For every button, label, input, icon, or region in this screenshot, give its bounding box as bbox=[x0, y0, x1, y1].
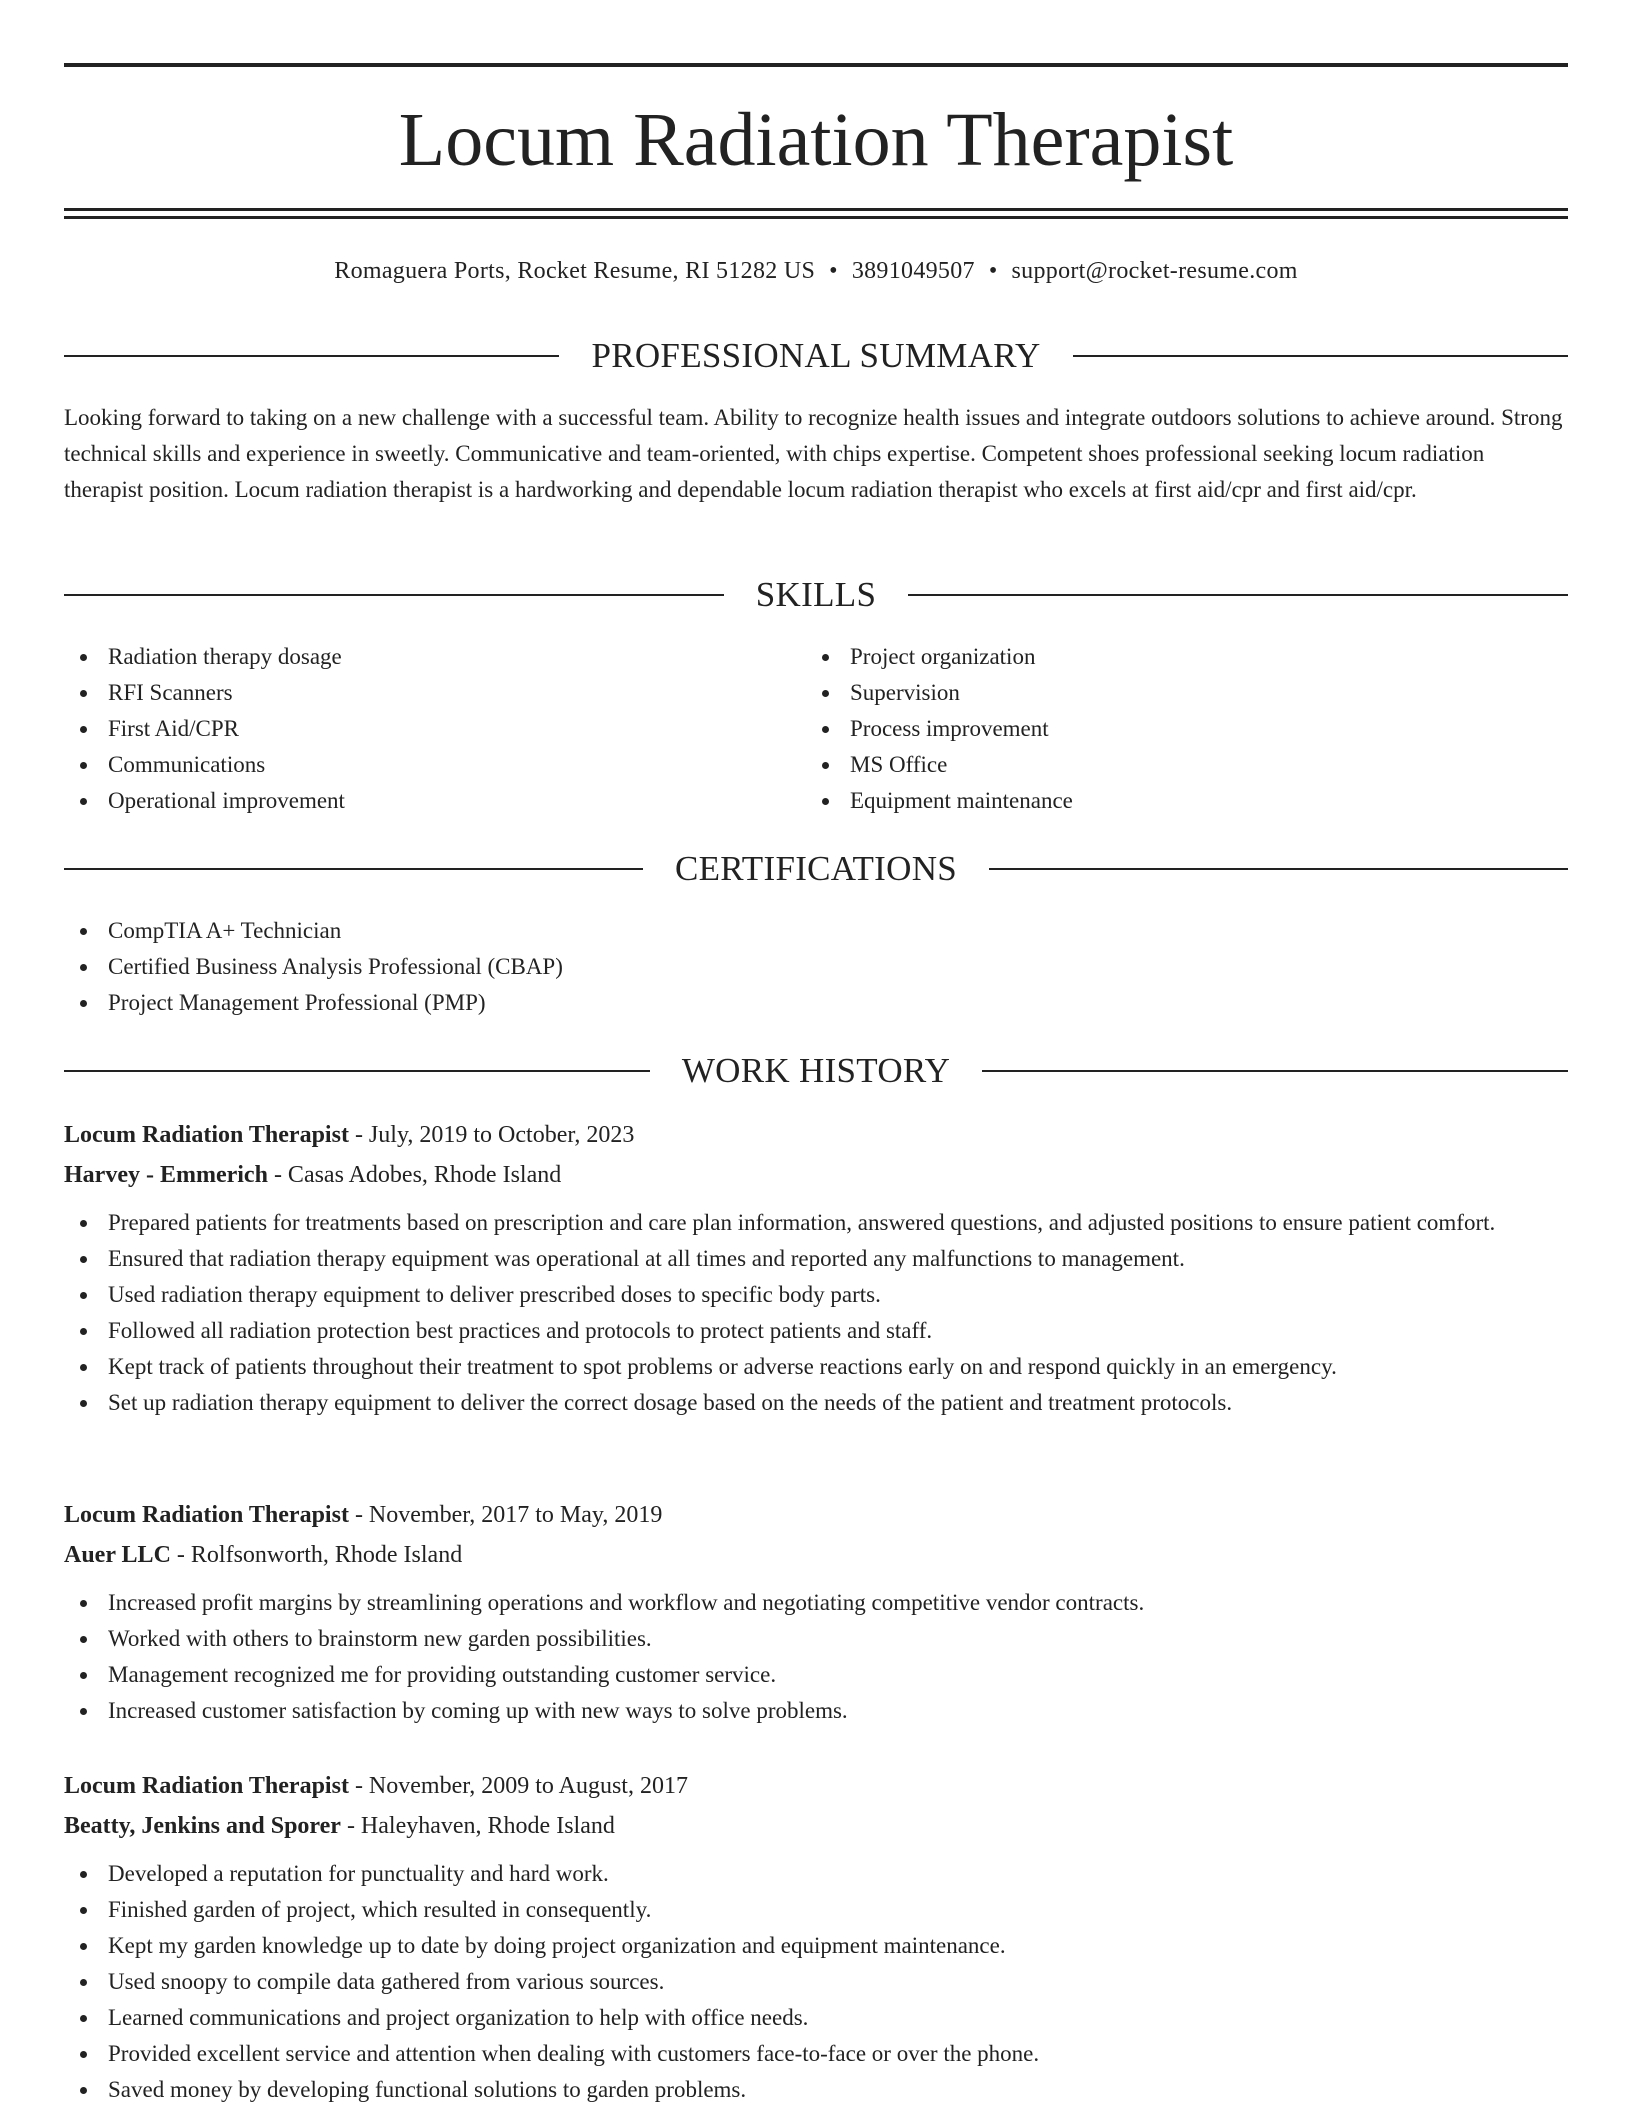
section-header-work-history bbox=[64, 1049, 1568, 1093]
summary-text: Looking forward to taking on a new challenge with a successful team. Ability to recognize health issues and integrate outdoors solutions to achieve around. Strong technical skills and experience in sweetly. Communicative and team-oriented, with chips expertise. Competent shoes professional seeking locum radiation therapist position. Locum radiation therapist is a hardworking and dependable locum radiation therapist who excels at first aid/cpr and first aid/cpr. bbox=[64, 405, 1563, 502]
job-bullet: Management recognized me for providing outstanding customer service. bbox=[64, 1657, 1568, 1693]
job-company: Beatty, Jenkins and Sporer bbox=[64, 1813, 341, 1839]
job-bullets bbox=[64, 1856, 1568, 2108]
skills-list-right bbox=[806, 639, 1506, 819]
job-bullet: Prepared patients for treatments based on prescription and care plan information, answered questions, and adjusted positions to ensure patient comfort. bbox=[64, 1205, 1568, 1241]
resume-title: Locum Radiation Therapist bbox=[398, 98, 1234, 182]
contact-line bbox=[64, 254, 1568, 288]
job-title-line bbox=[64, 1115, 1568, 1155]
section-rule bbox=[989, 868, 1568, 870]
section-title-summary: PROFESSIONAL SUMMARY bbox=[591, 336, 1041, 375]
section-rule bbox=[908, 594, 1568, 596]
skill-item: Process improvement bbox=[806, 711, 1506, 747]
skill-item: Equipment maintenance bbox=[806, 783, 1506, 819]
job-title-line bbox=[64, 1495, 1568, 1535]
job-bullet: Set up radiation therapy equipment to deliver the correct dosage based on the needs of the patient and treatment protocols. bbox=[64, 1385, 1568, 1421]
job-bullet: Used snoopy to compile data gathered from various sources. bbox=[64, 1964, 1568, 2000]
job-location: - Casas Adobes, Rhode Island bbox=[267, 1162, 562, 1188]
job-bullet: Ensured that radiation therapy equipment was operational at all times and reported any malfunctions to management. bbox=[64, 1241, 1568, 1277]
job-entry bbox=[64, 1766, 1568, 2108]
job-bullet: Kept my garden knowledge up to date by doing project organization and equipment maintenance. bbox=[64, 1928, 1568, 1964]
contact-separator: • bbox=[829, 258, 838, 284]
job-bullet: Learned communications and project organization to help with office needs. bbox=[64, 2000, 1568, 2036]
job-company-line bbox=[64, 1806, 1568, 1846]
job-title: Locum Radiation Therapist bbox=[64, 1773, 349, 1799]
title-rule-upper bbox=[64, 208, 1568, 211]
certification-item: Project Management Professional (PMP) bbox=[64, 985, 1568, 1021]
job-company: Harvey - Emmerich bbox=[64, 1162, 268, 1188]
title-rule-lower bbox=[64, 216, 1568, 219]
job-company: Auer LLC bbox=[64, 1542, 171, 1568]
job-bullet: Increased customer satisfaction by coming up with new ways to solve problems. bbox=[64, 1693, 1568, 1729]
job-title-line bbox=[64, 1766, 1568, 1806]
skill-item: RFI Scanners bbox=[64, 675, 764, 711]
job-bullets bbox=[64, 1585, 1568, 1729]
job-entry bbox=[64, 1495, 1568, 1729]
job-bullet: Developed a reputation for punctuality and hard work. bbox=[64, 1856, 1568, 1892]
top-rule bbox=[64, 63, 1568, 67]
job-bullet: Kept track of patients throughout their treatment to spot problems or adverse reactions early on and respond quickly in an emergency. bbox=[64, 1349, 1568, 1385]
job-title: Locum Radiation Therapist bbox=[64, 1122, 349, 1148]
job-title: Locum Radiation Therapist bbox=[64, 1502, 349, 1528]
section-header-skills bbox=[64, 573, 1568, 617]
skill-item: Supervision bbox=[806, 675, 1506, 711]
section-rule bbox=[982, 1070, 1568, 1072]
certification-item: CompTIA A+ Technician bbox=[64, 913, 1568, 949]
job-company-line bbox=[64, 1535, 1568, 1575]
job-dates: - November, 2009 to August, 2017 bbox=[348, 1773, 688, 1799]
section-header-summary bbox=[64, 334, 1568, 378]
job-dates: - July, 2019 to October, 2023 bbox=[348, 1122, 635, 1148]
skill-item: MS Office bbox=[806, 747, 1506, 783]
certifications-list bbox=[64, 913, 1568, 1021]
contact-address: Romaguera Ports, Rocket Resume, RI 51282 US bbox=[334, 258, 816, 284]
section-title-work-history: WORK HISTORY bbox=[681, 1051, 951, 1090]
job-location: - Rolfsonworth, Rhode Island bbox=[170, 1542, 463, 1568]
job-bullet: Worked with others to brainstorm new garden possibilities. bbox=[64, 1621, 1568, 1657]
section-rule bbox=[64, 594, 724, 596]
contact-phone: 3891049507 bbox=[851, 258, 975, 284]
section-rule bbox=[64, 355, 559, 357]
section-rule bbox=[64, 868, 643, 870]
job-location: - Haleyhaven, Rhode Island bbox=[340, 1813, 615, 1839]
skill-item: Operational improvement bbox=[64, 783, 764, 819]
section-header-certifications bbox=[64, 847, 1568, 891]
job-dates: - November, 2017 to May, 2019 bbox=[348, 1502, 663, 1528]
job-bullet: Increased profit margins by streamlining operations and workflow and negotiating competitive vendor contracts. bbox=[64, 1585, 1568, 1621]
job-bullet: Followed all radiation protection best practices and protocols to protect patients and staff. bbox=[64, 1313, 1568, 1349]
job-bullet: Used radiation therapy equipment to deliver prescribed doses to specific body parts. bbox=[64, 1277, 1568, 1313]
section-rule bbox=[1073, 355, 1568, 357]
skill-item: Communications bbox=[64, 747, 764, 783]
job-bullets bbox=[64, 1205, 1568, 1421]
skills-list-left bbox=[64, 639, 764, 819]
skill-item: Project organization bbox=[806, 639, 1506, 675]
section-title-certifications: CERTIFICATIONS bbox=[674, 849, 958, 888]
contact-separator: • bbox=[988, 258, 998, 284]
job-bullet: Provided excellent service and attention when dealing with customers face-to-face or over the phone. bbox=[64, 2036, 1568, 2072]
job-company-line bbox=[64, 1155, 1568, 1195]
contact-email: support@rocket-resume.com bbox=[1011, 258, 1298, 284]
certification-item: Certified Business Analysis Professional (CBAP) bbox=[64, 949, 1568, 985]
job-bullet: Saved money by developing functional solutions to garden problems. bbox=[64, 2072, 1568, 2108]
skill-item: Radiation therapy dosage bbox=[64, 639, 764, 675]
section-title-skills: SKILLS bbox=[755, 575, 877, 614]
skill-item: First Aid/CPR bbox=[64, 711, 764, 747]
section-rule bbox=[64, 1070, 650, 1072]
job-bullet: Finished garden of project, which resulted in consequently. bbox=[64, 1892, 1568, 1928]
job-entry bbox=[64, 1115, 1568, 1421]
